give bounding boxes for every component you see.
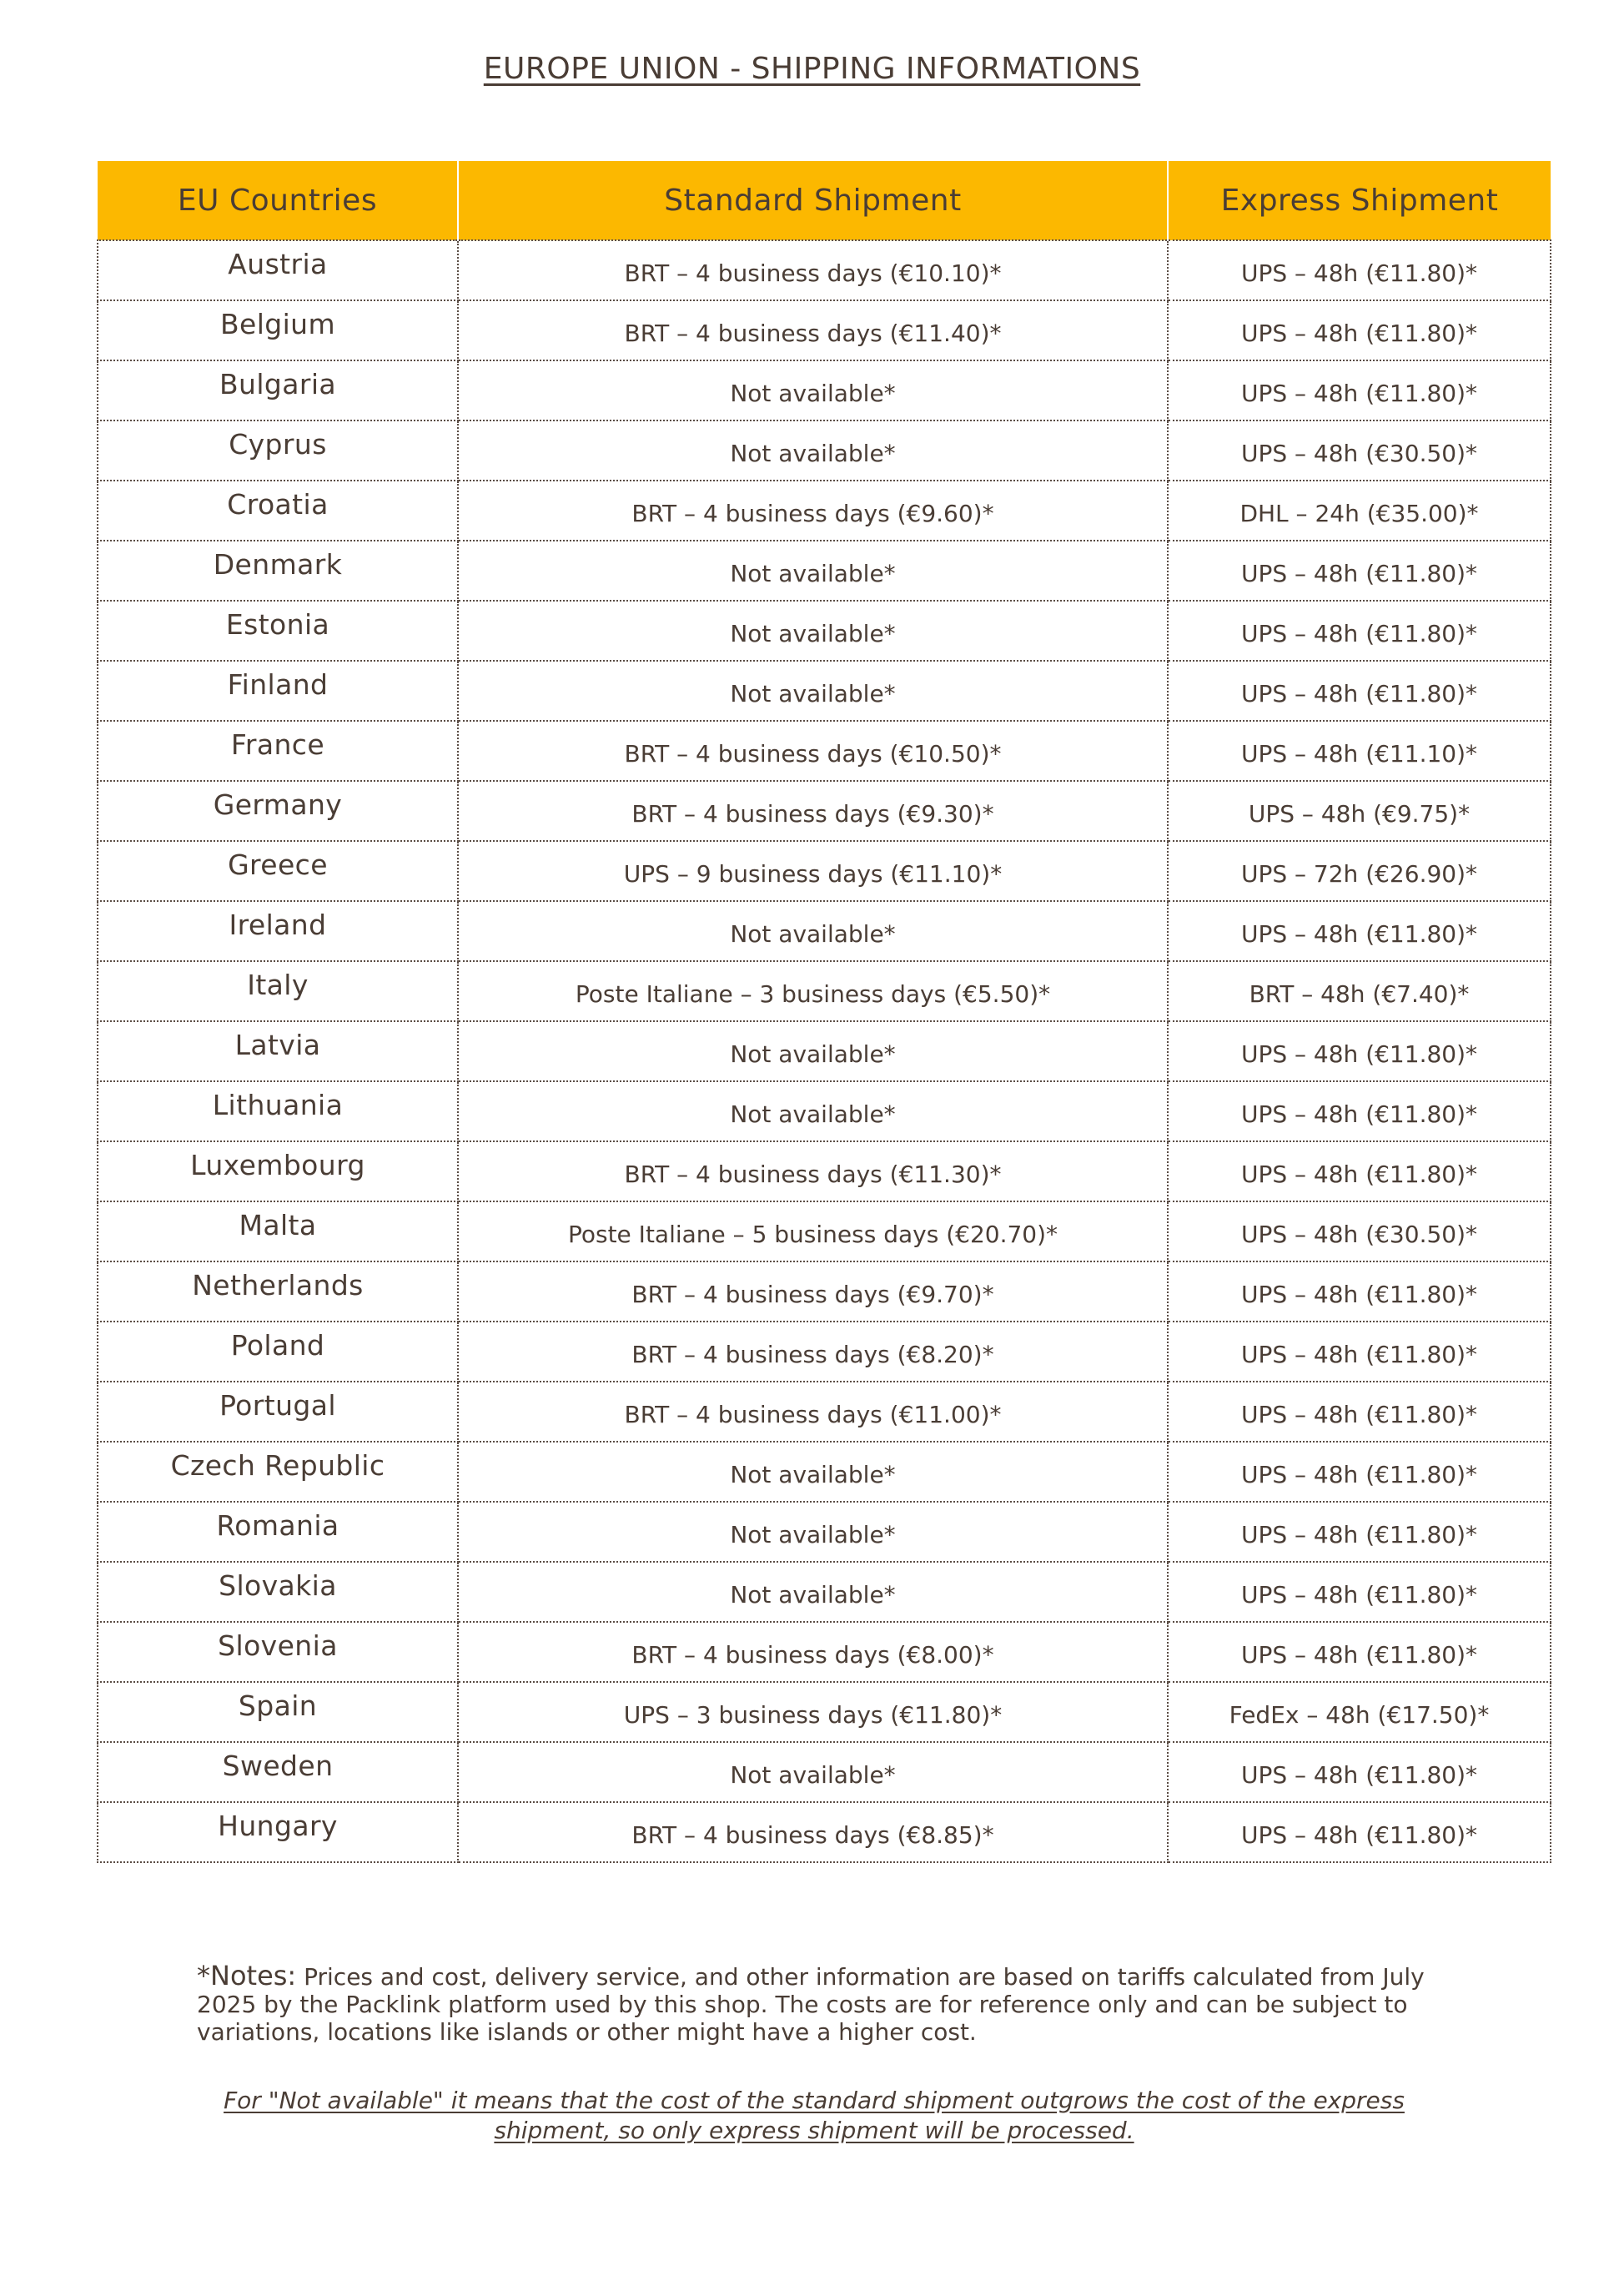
express-shipment-cell: BRT – 48h (€7.40)* xyxy=(1168,961,1551,1021)
table-row xyxy=(98,781,1551,841)
standard-shipment-cell: BRT – 4 business days (€9.60)* xyxy=(458,481,1168,541)
standard-shipment-cell: BRT – 4 business days (€9.30)* xyxy=(458,781,1168,841)
express-shipment-cell: UPS – 48h (€11.80)* xyxy=(1168,300,1551,360)
country-cell: Slovenia xyxy=(98,1622,458,1682)
country-cell: Germany xyxy=(98,781,458,841)
table-row xyxy=(98,1261,1551,1322)
express-shipment-cell: UPS – 48h (€11.80)* xyxy=(1168,1802,1551,1862)
standard-shipment-cell: BRT – 4 business days (€8.00)* xyxy=(458,1622,1168,1682)
standard-shipment-cell: Not available* xyxy=(458,661,1168,721)
table-row xyxy=(98,841,1551,901)
table-row xyxy=(98,1802,1551,1862)
express-shipment-cell: UPS – 48h (€11.80)* xyxy=(1168,1742,1551,1802)
table-row xyxy=(98,721,1551,781)
table-row xyxy=(98,300,1551,360)
country-cell: Romania xyxy=(98,1502,458,1562)
standard-shipment-cell: Not available* xyxy=(458,1442,1168,1502)
country-cell: Estonia xyxy=(98,601,458,661)
express-shipment-cell: UPS – 48h (€11.80)* xyxy=(1168,1081,1551,1141)
country-cell: Malta xyxy=(98,1201,458,1261)
standard-shipment-cell: Poste Italiane – 3 business days (€5.50)* xyxy=(458,961,1168,1021)
country-cell: Austria xyxy=(98,240,458,300)
standard-shipment-cell: BRT – 4 business days (€10.50)* xyxy=(458,721,1168,781)
header-standard-shipment: Standard Shipment xyxy=(458,161,1168,240)
standard-shipment-cell: Not available* xyxy=(458,541,1168,601)
standard-shipment-cell: Poste Italiane – 5 business days (€20.70)* xyxy=(458,1201,1168,1261)
standard-shipment-cell: BRT – 4 business days (€11.00)* xyxy=(458,1382,1168,1442)
table-header-row xyxy=(98,161,1551,240)
table-row xyxy=(98,1141,1551,1201)
shipping-table xyxy=(97,161,1551,1863)
standard-shipment-cell: Not available* xyxy=(458,901,1168,961)
standard-shipment-cell: Not available* xyxy=(458,601,1168,661)
express-shipment-cell: UPS – 48h (€11.80)* xyxy=(1168,541,1551,601)
standard-shipment-cell: BRT – 4 business days (€10.10)* xyxy=(458,240,1168,300)
country-cell: Italy xyxy=(98,961,458,1021)
standard-shipment-cell: UPS – 9 business days (€11.10)* xyxy=(458,841,1168,901)
express-shipment-cell: UPS – 48h (€11.80)* xyxy=(1168,1322,1551,1382)
notes-text: Prices and cost, delivery service, and other information are based on tariffs calculated from July 2025 by the Packlink platform used by this shop. The costs are for reference only and can be subject to variations, locations like islands or other might have a higher cost. xyxy=(197,1963,1425,2046)
country-cell: Lithuania xyxy=(98,1081,458,1141)
standard-shipment-cell: Not available* xyxy=(458,1562,1168,1622)
country-cell: Cyprus xyxy=(98,420,458,481)
standard-shipment-cell: UPS – 3 business days (€11.80)* xyxy=(458,1682,1168,1742)
standard-shipment-cell: BRT – 4 business days (€8.85)* xyxy=(458,1802,1168,1862)
country-cell: Denmark xyxy=(98,541,458,601)
table-row xyxy=(98,1682,1551,1742)
express-shipment-cell: UPS – 48h (€11.80)* xyxy=(1168,1141,1551,1201)
express-shipment-cell: UPS – 48h (€9.75)* xyxy=(1168,781,1551,841)
notes-label: *Notes: xyxy=(197,1960,297,1991)
table-row xyxy=(98,360,1551,420)
header-eu-countries: EU Countries xyxy=(98,161,458,240)
standard-shipment-cell: BRT – 4 business days (€11.40)* xyxy=(458,300,1168,360)
express-shipment-cell: UPS – 48h (€30.50)* xyxy=(1168,1201,1551,1261)
express-shipment-cell: UPS – 48h (€11.80)* xyxy=(1168,661,1551,721)
country-cell: Greece xyxy=(98,841,458,901)
table-row xyxy=(98,481,1551,541)
standard-shipment-cell: Not available* xyxy=(458,1502,1168,1562)
country-cell: Croatia xyxy=(98,481,458,541)
standard-shipment-cell: BRT – 4 business days (€11.30)* xyxy=(458,1141,1168,1201)
notes-paragraph xyxy=(197,1962,1431,2046)
table-row xyxy=(98,1382,1551,1442)
standard-shipment-cell: Not available* xyxy=(458,420,1168,481)
page-title: EUROPE UNION - SHIPPING INFORMATIONS xyxy=(483,52,1141,86)
table-row xyxy=(98,1081,1551,1141)
express-shipment-cell: UPS – 48h (€11.80)* xyxy=(1168,1622,1551,1682)
table-row xyxy=(98,1322,1551,1382)
standard-shipment-cell: Not available* xyxy=(458,1081,1168,1141)
country-cell: Poland xyxy=(98,1322,458,1382)
standard-shipment-cell: BRT – 4 business days (€9.70)* xyxy=(458,1261,1168,1322)
express-shipment-cell: FedEx – 48h (€17.50)* xyxy=(1168,1682,1551,1742)
express-shipment-cell: UPS – 48h (€30.50)* xyxy=(1168,420,1551,481)
table-body xyxy=(98,240,1551,1862)
standard-shipment-cell: Not available* xyxy=(458,360,1168,420)
express-shipment-cell: UPS – 48h (€11.80)* xyxy=(1168,1502,1551,1562)
express-shipment-cell: UPS – 48h (€11.80)* xyxy=(1168,601,1551,661)
country-cell: Latvia xyxy=(98,1021,458,1081)
table-row xyxy=(98,661,1551,721)
table-row xyxy=(98,1742,1551,1802)
country-cell: Hungary xyxy=(98,1802,458,1862)
express-shipment-cell: UPS – 48h (€11.10)* xyxy=(1168,721,1551,781)
shipping-table-container xyxy=(97,161,1550,1863)
table-row xyxy=(98,240,1551,300)
country-cell: Czech Republic xyxy=(98,1442,458,1502)
table-row xyxy=(98,1502,1551,1562)
country-cell: Netherlands xyxy=(98,1261,458,1322)
country-cell: Sweden xyxy=(98,1742,458,1802)
express-shipment-cell: UPS – 48h (€11.80)* xyxy=(1168,360,1551,420)
header-express-shipment: Express Shipment xyxy=(1168,161,1551,240)
table-row xyxy=(98,1201,1551,1261)
standard-shipment-cell: Not available* xyxy=(458,1742,1168,1802)
express-shipment-cell: UPS – 72h (€26.90)* xyxy=(1168,841,1551,901)
country-cell: Ireland xyxy=(98,901,458,961)
country-cell: Finland xyxy=(98,661,458,721)
table-row xyxy=(98,420,1551,481)
standard-shipment-cell: Not available* xyxy=(458,1021,1168,1081)
table-row xyxy=(98,601,1551,661)
standard-shipment-cell: BRT – 4 business days (€8.20)* xyxy=(458,1322,1168,1382)
country-cell: Belgium xyxy=(98,300,458,360)
express-shipment-cell: UPS – 48h (€11.80)* xyxy=(1168,1021,1551,1081)
table-row xyxy=(98,1442,1551,1502)
table-row xyxy=(98,541,1551,601)
table-row xyxy=(98,901,1551,961)
express-shipment-cell: UPS – 48h (€11.80)* xyxy=(1168,240,1551,300)
express-shipment-cell: UPS – 48h (€11.80)* xyxy=(1168,1261,1551,1322)
express-shipment-cell: DHL – 24h (€35.00)* xyxy=(1168,481,1551,541)
country-cell: Spain xyxy=(98,1682,458,1742)
table-row xyxy=(98,1021,1551,1081)
table-row xyxy=(98,961,1551,1021)
country-cell: France xyxy=(98,721,458,781)
table-row xyxy=(98,1562,1551,1622)
not-available-disclaimer: For "Not available" it means that the cost of the standard shipment outgrows the cost of the express shipment, so only express shipment will be processed. xyxy=(224,2087,1405,2144)
express-shipment-cell: UPS – 48h (€11.80)* xyxy=(1168,1442,1551,1502)
country-cell: Luxembourg xyxy=(98,1141,458,1201)
country-cell: Slovakia xyxy=(98,1562,458,1622)
express-shipment-cell: UPS – 48h (€11.80)* xyxy=(1168,1562,1551,1622)
table-row xyxy=(98,1622,1551,1682)
country-cell: Bulgaria xyxy=(98,360,458,420)
express-shipment-cell: UPS – 48h (€11.80)* xyxy=(1168,1382,1551,1442)
express-shipment-cell: UPS – 48h (€11.80)* xyxy=(1168,901,1551,961)
country-cell: Portugal xyxy=(98,1382,458,1442)
